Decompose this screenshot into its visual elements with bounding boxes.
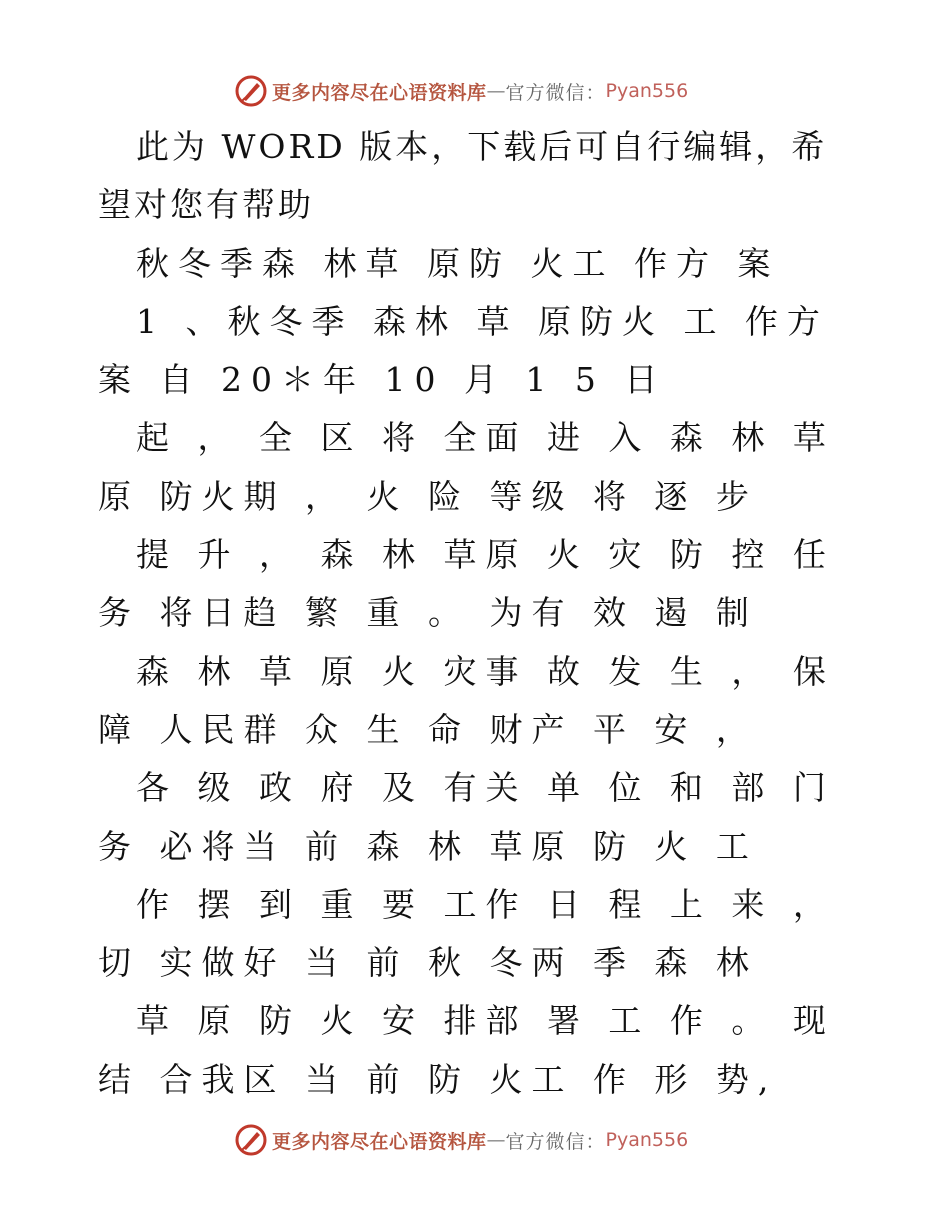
footer-brand-text: 更多内容尽在心语资料库: [272, 1130, 487, 1153]
paragraph: 此为 WORD 版本，下载后可自行编辑，希望对您有帮助: [98, 127, 828, 225]
header-wechat-label: 官方微信：: [505, 81, 606, 104]
document-body: [98, 118, 858, 1109]
footer-wechat-id: Pyan556: [605, 1129, 689, 1151]
quill-logo-icon: [234, 74, 268, 108]
header-banner: [234, 71, 734, 111]
header-wechat-id: Pyan556: [605, 80, 689, 102]
paragraph: 各 级 政 府 及 有关 单 位 和 部 门 务 必将当 前 森 林 草原 防 火 工: [98, 768, 835, 866]
header-brand-text: 更多内容尽在心语资料库: [272, 81, 487, 104]
footer-wechat-label: 官方微信：: [505, 1130, 606, 1153]
footer-banner: [234, 1120, 734, 1160]
paragraph: 1 、秋冬季 森林 草 原防火 工 作方案 自 20＊年 10 月 1 5 日: [98, 301, 829, 400]
document-title: 秋冬季森 林草 原防 火工 作方 案: [136, 243, 780, 283]
quill-logo-icon: [234, 1123, 268, 1157]
footer-separator: —: [486, 1129, 506, 1151]
paragraph: 森 林 草 原 火 灾事 故 发 生 ， 保 障 人民群 众 生 命 财产 平 安 ，: [98, 651, 835, 749]
paragraph: 起 ， 全 区 将 全面 进 入 森 林 草 原 防火期 ， 火 险 等级 将 逐 步: [98, 418, 835, 516]
paragraph: 作 摆 到 重 要 工作 日 程 上 来 ， 切 实做好 当 前 秋 冬两 季 森 林: [98, 884, 835, 983]
header-separator: —: [486, 80, 506, 102]
paragraph: 提 升 ， 森 林 草原 火 灾 防 控 任 务 将日趋 繁 重 。 为有 效 遏 制: [98, 535, 835, 633]
paragraph: 草 原 防 火 安 排部 署 工 作 。 现 结 合我区 当 前 防 火工 作 形 势,: [98, 1001, 835, 1099]
